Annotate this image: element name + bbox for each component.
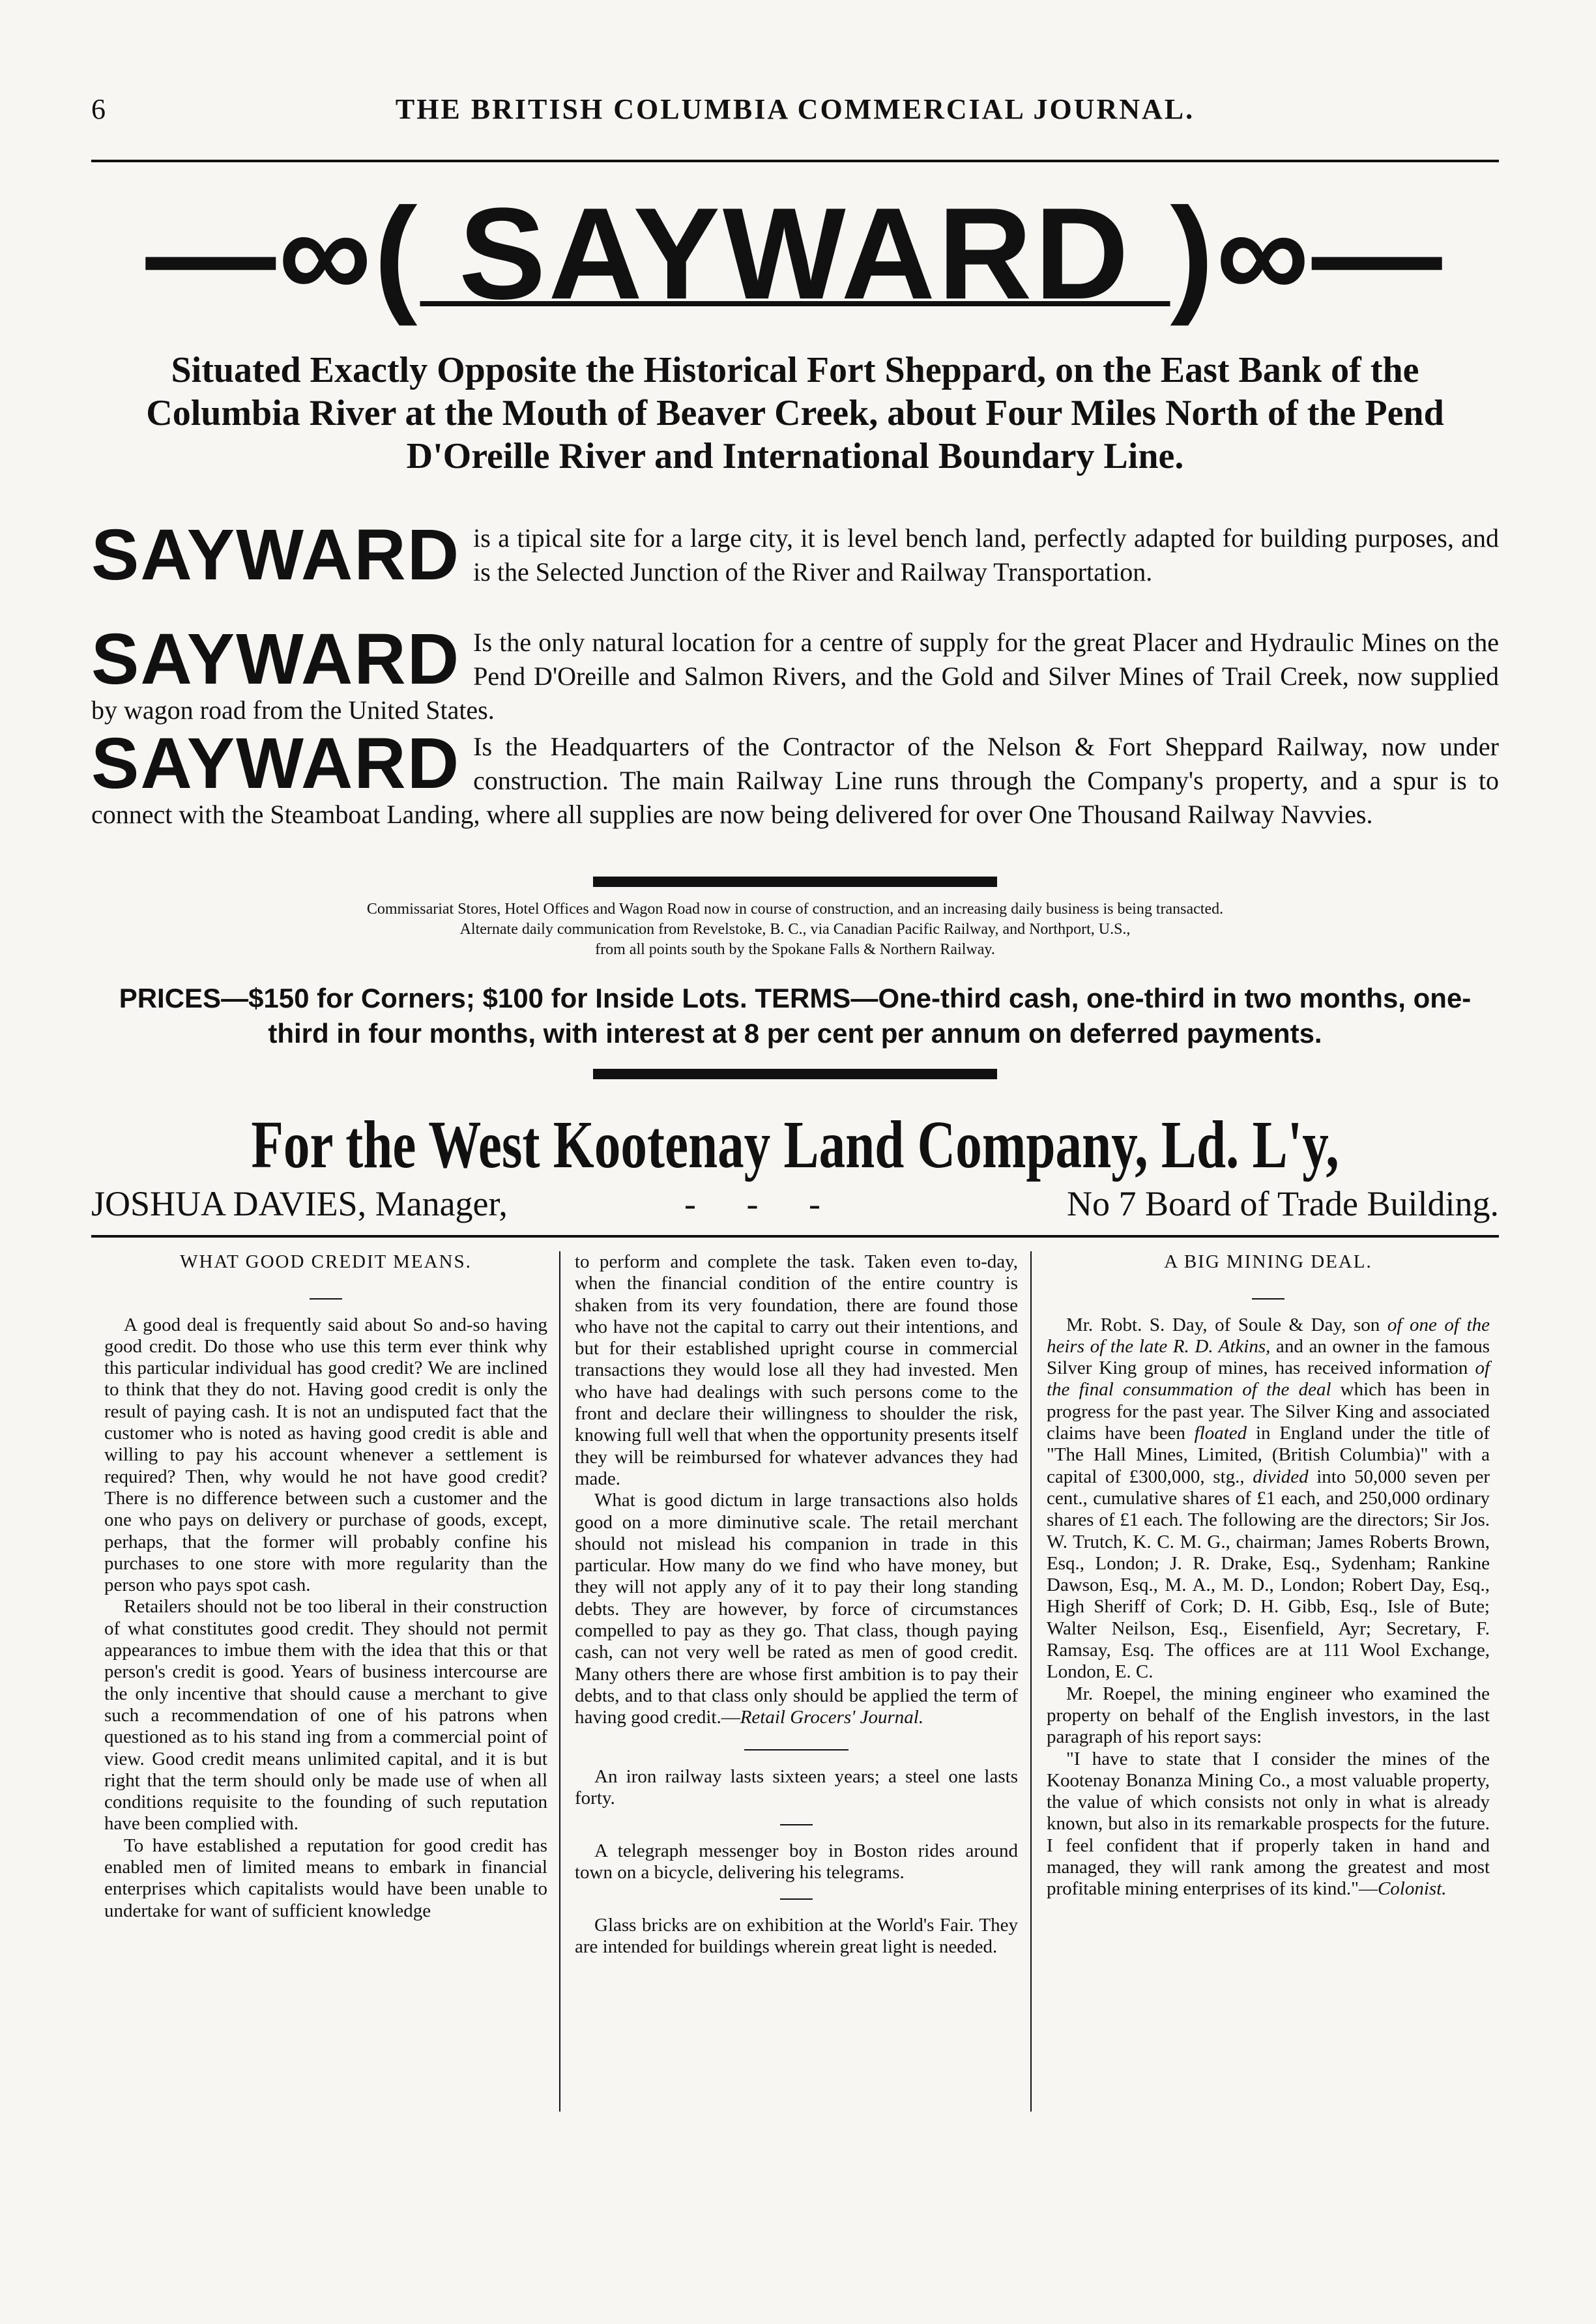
manager-name: JOSHUA DAVIES, Manager, bbox=[91, 1184, 508, 1223]
text-run-italic: divided bbox=[1253, 1466, 1309, 1487]
article-paragraph: A good deal is frequently said about So and-so having good credit. Do those who use this term ever think why this particular individual has good credit? We are inclined to think that they do not. Having good credit is only the result of paying cash. It is not an undisputed fact that the customer who is noted as having good credit is able and willing to pay his account whenever a settlement is required? Then, why would he not have good credit? There is no difference between such a customer and the one who pays on delivery or purchase of goods, except, perhaps, that the former will probably confine his purchases to one store with more regularity than the person who pays spot cash. bbox=[104, 1314, 547, 1596]
paragraph-text: is a tipical site for a large city, it is level bench land, perfectly adapted for building purposes, and is the Selected Junction of the River and Railway Transportation. bbox=[473, 523, 1499, 587]
sayward-paragraph-1 bbox=[91, 515, 1499, 595]
item-rule bbox=[575, 1809, 1018, 1831]
columns-top-rule bbox=[91, 1235, 1499, 1238]
sayward-word: SAYWARD bbox=[91, 723, 461, 804]
title-ornament-left: —∞( bbox=[145, 181, 420, 327]
column-divider bbox=[1030, 1251, 1032, 2112]
sayward-paragraph-3 bbox=[91, 723, 1499, 832]
heading-rule bbox=[104, 1283, 547, 1305]
section-rule bbox=[575, 1734, 1018, 1756]
note-commissariat: Commissariat Stores, Hotel Offices and Wagon Road now in course of construction, and an increasing daily business is being transacted. bbox=[366, 901, 1224, 918]
sayward-word: SAYWARD bbox=[91, 515, 461, 595]
company-name: For the West Kootenay Land Company, Ld. L'y, bbox=[251, 1107, 1339, 1182]
item-rule bbox=[575, 1883, 1018, 1905]
paragraph-text: "I have to state that I consider the mines of the Kootenay Bonanza Mining Co., a most valuable property, the value of which consists not only in what is already known, but also in its remarkable prospects for the future. I feel confident that if properly taken in hand and managed, they will rank among the greatest and most profitable mining enterprises of its kind."— bbox=[1047, 1748, 1490, 1900]
text-run: into 50,000 seven per cent., cumulative shares of £1 each, and 250,000 ordinary shares of £1 each. The following are the directors; Sir Jos. W. Trutch, K. C. M. G., chairman; James Roberts Brown, Esq., London; J. R. Drake, Esq., Sydenham; Rankine Dawson, Esq., M. A., M. D., London; Robert Day, Esq., High Sheriff of Cork; D. H. Gibb, Esq., Isle of Bute; Walter Neilson, Esq., Eisenfield, Ayr; Secretary, F. Ramsay, Esq. The offices are at 111 Wool Exchange, London, E. C. bbox=[1047, 1466, 1490, 1683]
sayward-word: SAYWARD bbox=[91, 619, 461, 699]
article-heading: A BIG MINING DEAL. bbox=[1164, 1251, 1372, 1272]
paragraph-text: What is good dictum in large transactions also holds good on a more diminutive scale. The retail merchant should not mislead his companion in trade in this particular. How many do we find who have money, but they will not apply any of it to pay their long standing debts. They are however, by force of circumstances compelled to pay as they go. That class, though paying cash, can not very well be rated as men of good credit. Many others there are whose first ambition is to pay their debts, and to that class only should be applied the term of having good credit.— bbox=[575, 1490, 1018, 1728]
news-item: A telegraph messenger boy in Boston rides around town on a bicycle, delivering his telegrams. bbox=[575, 1840, 1018, 1883]
column-credit bbox=[104, 1251, 547, 1922]
article-source: Retail Grocers' Journal. bbox=[740, 1707, 924, 1728]
note-communication: Alternate daily communication from Revelstoke, B. C., via Canadian Pacific Railway, and Northport, U.S., bbox=[459, 921, 1131, 938]
running-head bbox=[91, 93, 1499, 132]
title-ornament-right: )∞— bbox=[1170, 181, 1445, 327]
text-run: and an owner in the famous Silver King group of mines, has received information bbox=[1047, 1335, 1490, 1379]
sayward-paragraph-2 bbox=[91, 619, 1499, 727]
article-paragraph bbox=[1047, 1315, 1490, 1683]
journal-page bbox=[91, 0, 1499, 2324]
separator-dashes: - - - bbox=[684, 1184, 841, 1223]
text-run-italic: of the final consummation of the deal bbox=[1047, 1358, 1490, 1401]
prices-terms: PRICES—$150 for Corners; $100 for Inside Lots. TERMS—One-third cash, one-third in two months, one-third in four months, with interest at 8 per cent per annum on deferred payments. bbox=[119, 983, 1472, 1049]
header-rule bbox=[91, 160, 1499, 162]
news-item: Glass bricks are on exhibition at the World's Fair. They are intended for buildings wherein great light is needed. bbox=[575, 1914, 1018, 1957]
text-run: in England under the title of "The Hall Mines, Limited, (British Columbia)" with a capital of £300,000, stg., bbox=[1047, 1423, 1490, 1487]
divider-bar bbox=[593, 1069, 997, 1079]
divider-bar bbox=[593, 877, 997, 887]
page-number: 6 bbox=[91, 93, 106, 125]
article-paragraph: Retailers should not be too liberal in their construction of what constitutes good credit. They should not permit appearances to imbue them with the idea that this or that person's credit is good. Years of business intercourse are the only incentive that should cause a merchant to give such a recommendation of one of his patrons when questioned as to his stand ing from a commercial point of view. Good credit means unlimited capital, and it is but right that the term should only be made use of when all conditions requisite to the founding of such reputation have been complied with. bbox=[104, 1596, 547, 1835]
note-routes: from all points south by the Spokane Falls & Northern Railway. bbox=[595, 941, 995, 958]
location-description: Situated Exactly Opposite the Historical Fort Sheppard, on the East Bank of the Columbia River at the Mouth of Beaver Creek, about Four Miles North of the Pend D'Oreille River and International Boundary Line. bbox=[146, 350, 1444, 476]
article-source: Colonist. bbox=[1377, 1878, 1447, 1900]
column-divider bbox=[559, 1251, 560, 2112]
article-paragraph bbox=[575, 1490, 1018, 1728]
text-run-italic: of one of the heirs of the late R. D. Atkins, bbox=[1047, 1314, 1490, 1357]
text-run: Mr. Robt. S. Day, of Soule & Day, son bbox=[1066, 1314, 1387, 1335]
journal-title: THE BRITISH COLUMBIA COMMERCIAL JOURNAL. bbox=[395, 93, 1195, 125]
paragraph-text: Is the Headquarters of the Contractor of the Nelson & Fort Sheppard Railway, now under construction. The main Railway Line runs through the Company's property, and a spur is to connect with the Steamboat Landing, where all supplies are now being delivered for over One Thousand Railway Navvies. bbox=[91, 732, 1499, 829]
article-paragraph: To have established a reputation for good credit has enabled men of limited means to embark in financial enterprises which capitalists would have been unable to undertake for want of sufficient knowledge bbox=[104, 1835, 547, 1921]
article-paragraph bbox=[1047, 1749, 1490, 1900]
advertisement-title bbox=[91, 181, 1499, 327]
title-sayward: SAYWARD bbox=[420, 181, 1170, 327]
column-mining bbox=[1047, 1251, 1490, 1900]
news-item: An iron railway lasts sixteen years; a steel one lasts forty. bbox=[575, 1765, 1018, 1809]
article-columns bbox=[91, 1251, 1499, 2118]
column-middle bbox=[575, 1251, 1018, 1958]
article-paragraph: Mr. Roepel, the mining engineer who examined the property on behalf of the English investors, in the last paragraph of his report says: bbox=[1047, 1683, 1490, 1748]
office-address: No 7 Board of Trade Building. bbox=[1066, 1184, 1499, 1223]
article-paragraph: to perform and complete the task. Taken even to-day, when the financial condition of the entire country is shaken from its very foundation, there are found those who have not the capital to carry out their intentions, and but for their established upright course in commercial transactions they would lose all they had invested. Men who have had dealings with such persons come to the front and declare their willingness to shoulder the risk, knowing full well that when the opportunity presents itself they will be reimbursed for whatever advances they had made. bbox=[575, 1251, 1018, 1489]
text-run-italic: floated bbox=[1194, 1423, 1247, 1444]
paragraph-text: Is the only natural location for a centre of supply for the great Placer and Hydraulic Mines on the Pend D'Oreille and Salmon Rivers, and the Gold and Silver Mines of Trail Creek, now supplied by wagon road from the United States. bbox=[91, 628, 1499, 725]
heading-rule bbox=[1047, 1283, 1490, 1305]
article-heading: WHAT GOOD CREDIT MEANS. bbox=[180, 1251, 472, 1272]
text-run: which has been in progress for the past year. The Silver King and associated claims have been bbox=[1047, 1379, 1490, 1444]
